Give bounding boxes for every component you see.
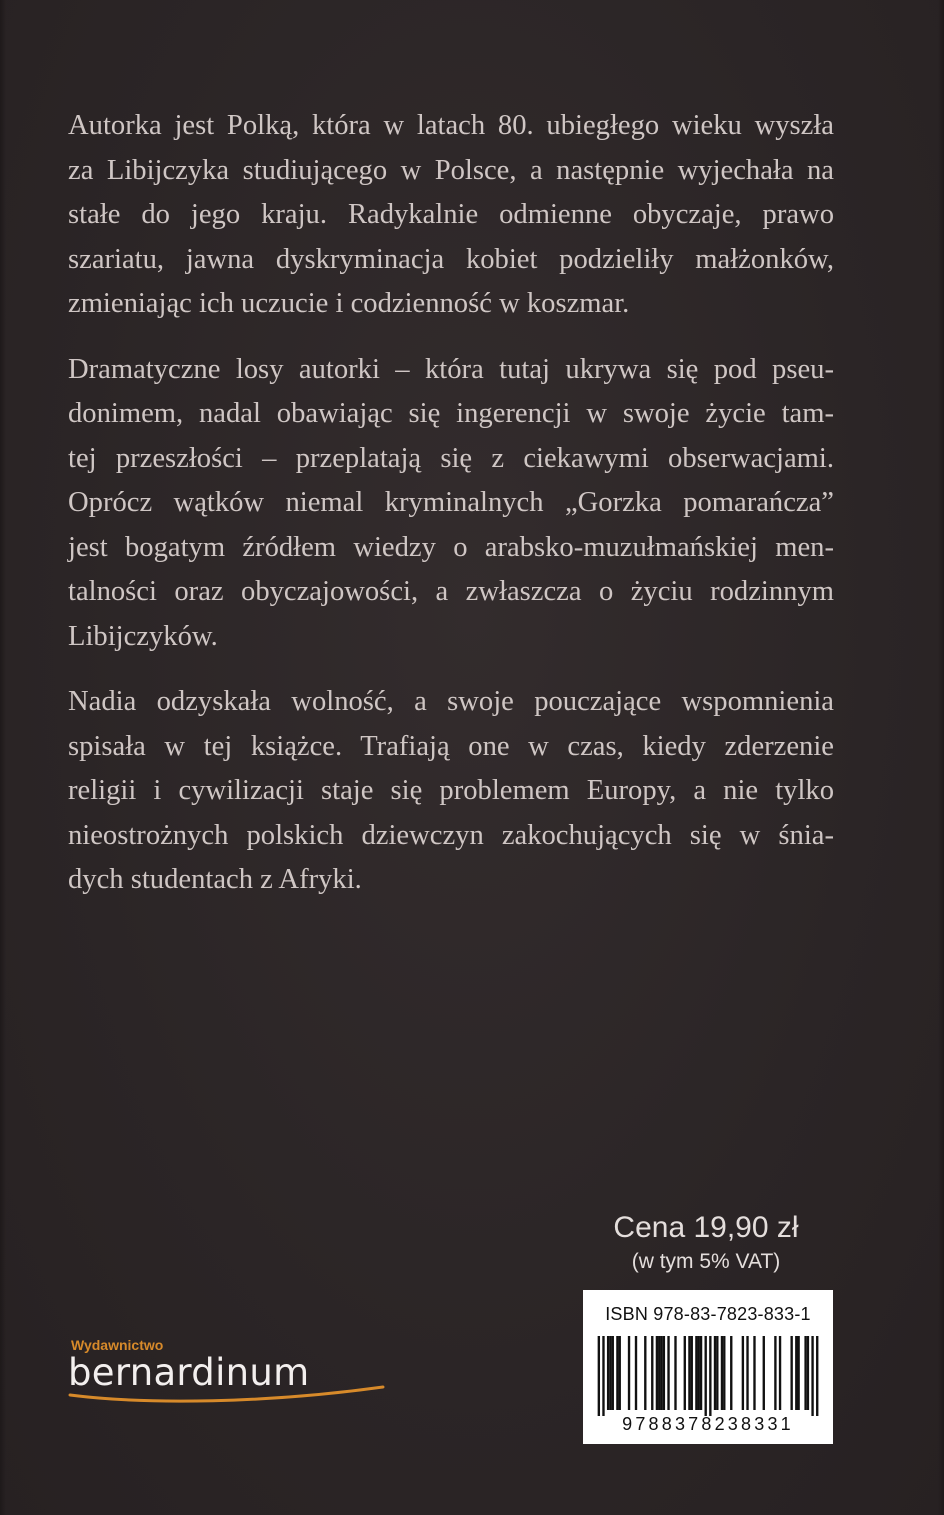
text-line: za Libijczyka studiującego w Polsce, a następnie wyjechała na	[68, 154, 834, 186]
barcode-bar	[811, 1336, 813, 1416]
blurb-paragraph-1	[68, 104, 834, 327]
barcode-bar	[628, 1336, 630, 1410]
text-line: spisała w tej książce. Trafiają one w czas, kiedy zderzenie	[68, 730, 834, 762]
text-line: jest bogatym źródłem wiedzy o arabsko-muzułmańskiej men-	[68, 531, 834, 563]
blurb-paragraph-3	[68, 680, 834, 903]
barcode-bar	[695, 1336, 697, 1410]
barcode-bar	[674, 1336, 676, 1410]
cover-edge-right	[938, 0, 944, 1515]
barcode-icon	[593, 1336, 823, 1416]
barcode-bar	[616, 1336, 618, 1410]
barcode-bar	[709, 1336, 711, 1416]
barcode-bar	[804, 1336, 806, 1410]
barcode-bar	[691, 1336, 693, 1410]
barcode-bar	[651, 1336, 653, 1410]
vat-note: (w tym 5% VAT)	[631, 1250, 781, 1273]
barcode-digits: 9788378238331	[622, 1414, 794, 1434]
text-line: szariatu, jawna dyskryminacja kobiet podzieliły małżonków,	[68, 243, 834, 275]
barcode-bar	[667, 1336, 669, 1410]
barcode-bar	[658, 1336, 660, 1410]
barcode-bar	[816, 1336, 818, 1416]
text-line: Autorka jest Polką, która w latach 80. ubiegłego wieku wyszła	[68, 110, 834, 141]
barcode-bar	[607, 1336, 609, 1410]
barcode-bar	[795, 1336, 797, 1410]
barcode-bar	[753, 1336, 755, 1410]
barcode-box	[583, 1290, 833, 1444]
text-line: donimem, nadal obawiając się ingerencji w swoje życie tam-	[68, 398, 834, 429]
barcode-bar	[746, 1336, 748, 1410]
barcode-bar	[656, 1336, 658, 1410]
barcode-bar	[714, 1336, 716, 1410]
barcode-bar	[807, 1336, 809, 1410]
text-line: Nadia odzyskała wolność, a swoje pouczające wspomnienia	[68, 686, 834, 717]
barcode-bar	[609, 1336, 611, 1410]
logo-swoosh-icon	[68, 1383, 388, 1405]
text-line: talności oraz obyczajowości, a zwłaszcza o życiu rodzinnym	[68, 576, 834, 607]
barcode-bar	[790, 1336, 792, 1410]
barcode-bar	[723, 1336, 725, 1410]
barcode-bar	[612, 1336, 614, 1410]
barcode-bar	[742, 1336, 744, 1410]
barcode-bar	[660, 1336, 662, 1410]
publisher-label: Wydawnictwo	[71, 1337, 164, 1353]
barcode-bar	[598, 1336, 600, 1416]
barcode-bar	[619, 1336, 621, 1410]
barcode-bar	[730, 1336, 732, 1410]
barcode-bar	[635, 1336, 637, 1410]
price-block	[600, 1208, 812, 1276]
blurb-paragraph-2	[68, 348, 834, 660]
barcode-bar	[663, 1336, 665, 1410]
text-line: nieostrożnych polskich dziewczyn zakochujących się w śnia-	[68, 819, 834, 851]
barcode-bar	[700, 1336, 702, 1410]
barcode-bar	[721, 1336, 723, 1410]
barcode-bar	[779, 1336, 781, 1410]
price-label: Cena 19,90 zł	[613, 1211, 799, 1244]
barcode-bar	[602, 1336, 604, 1416]
text-line: Libijczyków.	[68, 620, 218, 652]
text-line: zmieniając ich uczucie i codzienność w koszmar.	[68, 288, 630, 319]
text-line: tej przeszłości – przeplatają się z ciekawymi obserwacjami.	[68, 442, 834, 474]
cover-edge-left	[0, 0, 6, 1515]
publisher-logo	[68, 1337, 398, 1407]
text-line: Oprócz wątków niemal kryminalnych „Gorzka pomarańcza”	[68, 487, 834, 518]
publisher-name: bernardinum	[68, 1351, 310, 1394]
barcode-bar	[644, 1336, 646, 1410]
barcode-bar	[763, 1336, 765, 1410]
barcode-bar	[698, 1336, 700, 1410]
isbn-label: ISBN 978-83-7823-833-1	[605, 1304, 811, 1324]
text-line: dych studentach z Afryki.	[68, 864, 362, 895]
barcode-bar	[716, 1336, 718, 1410]
barcode-bar	[688, 1336, 690, 1410]
text-line: stałe do jego kraju. Radykalnie odmienne obyczaje, prawo	[68, 199, 834, 230]
barcode-bar	[684, 1336, 686, 1410]
blurb-text	[68, 104, 834, 903]
barcode-bar	[774, 1336, 776, 1410]
text-line: religii i cywilizacji staje się problemem Europy, a nie tylko	[68, 775, 834, 806]
barcode-bar	[797, 1336, 799, 1410]
text-line: Dramatyczne losy autorki – która tutaj ukrywa się pod pseu-	[68, 353, 834, 385]
barcode-bar	[705, 1336, 707, 1416]
